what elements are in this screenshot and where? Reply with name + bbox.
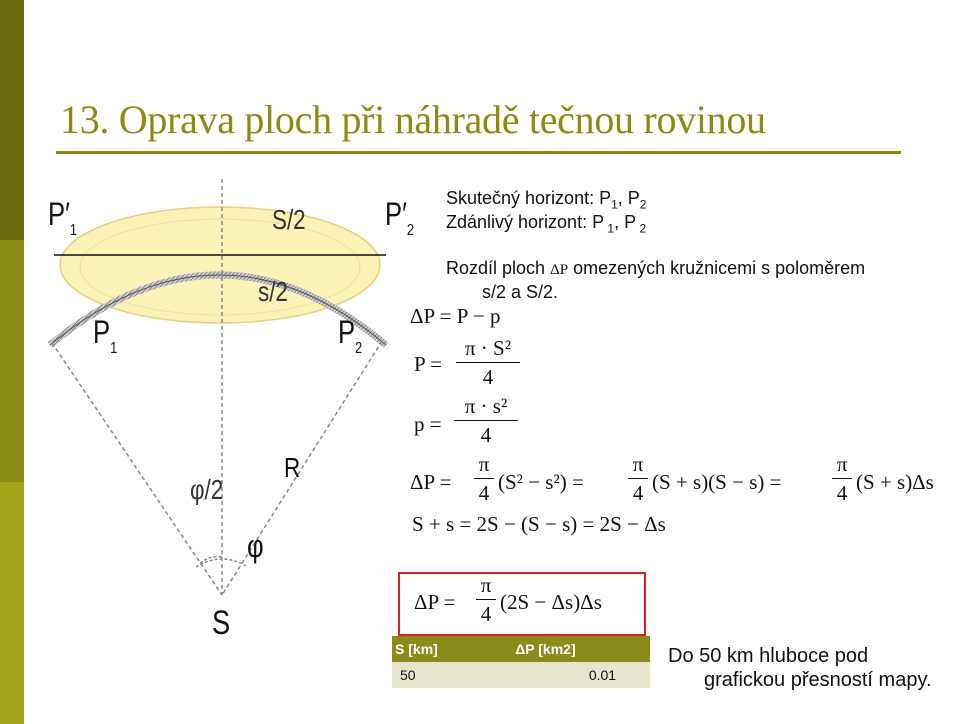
slide-title: 13. Oprava ploch při náhradě tečnou rovinou	[60, 97, 766, 142]
formula-small-p-lhs: p =	[414, 412, 442, 436]
title-underline	[56, 151, 901, 154]
left-bar-bottom	[0, 482, 24, 724]
table-header-s: S [km]	[392, 636, 441, 662]
formula-expansion-end: (S + s)Δs	[856, 470, 934, 494]
difference-text: Rozdíl ploch ΔP omezených kružnicemi s poloměrem	[446, 258, 866, 278]
table-cell-dp: 0.01	[441, 662, 650, 688]
real-horizon-text: Skutečný horizont: $P_1$, $P_2$	[446, 188, 647, 212]
formula-delta-p: ΔP = P − p	[410, 304, 501, 328]
radius-left	[52, 343, 222, 595]
label-phi-half: φ/2	[190, 474, 224, 505]
table-header-dp: ΔP [km2]	[441, 636, 650, 662]
formula-sum: S + s = 2S − (S − s) = 2S − Δs	[412, 512, 666, 536]
label-s-upper-half: S/2	[272, 204, 306, 235]
label-r: R	[284, 452, 301, 483]
formula-expansion-frac-b: π 4	[628, 452, 648, 505]
formula-expansion-frac-c: π 4	[832, 452, 852, 505]
table-row	[392, 662, 650, 688]
label-p2-prime: $P'_2$	[385, 196, 414, 239]
formula-small-p-fraction: π · s² 4	[454, 394, 518, 447]
result-table	[392, 636, 650, 688]
radius-right	[222, 341, 382, 595]
label-s-lower-half: s/2	[258, 276, 288, 307]
final-formula-lhs: ΔP =	[414, 590, 456, 614]
formula-expansion-mid-b: (S + s)(S − s) =	[652, 470, 782, 494]
label-center-s: S	[212, 604, 231, 642]
formula-expansion-frac-a: π 4	[474, 452, 494, 505]
geometry-diagram	[40, 175, 400, 655]
label-p1-prime: $P'_1$	[48, 196, 77, 239]
apparent-horizon-text: Zdánlivý horizont: P $_1$, P $_2$	[446, 212, 647, 236]
label-p2: $P_2$	[338, 314, 363, 357]
final-formula-rhs: (2S − Δs)Δs	[500, 590, 602, 614]
table-cell-s: 50	[392, 662, 441, 688]
difference-text-line2: s/2 a S/2.	[482, 282, 559, 302]
formula-p-fraction: π · S² 4	[456, 336, 520, 389]
note-text: Do 50 km hluboce pod grafickou přesností mapy.	[668, 645, 932, 691]
table-header-row	[392, 636, 650, 662]
left-bar-middle	[0, 240, 24, 482]
left-bar-top	[0, 0, 24, 240]
formula-expansion-mid-a: (S² − s²) =	[498, 470, 584, 494]
formula-expansion-lhs: ΔP =	[410, 470, 452, 494]
label-phi: φ	[247, 528, 264, 564]
final-formula-fraction: π 4	[476, 573, 496, 626]
formula-p-lhs: P =	[414, 352, 442, 376]
label-p1: $P_1$	[93, 314, 118, 357]
